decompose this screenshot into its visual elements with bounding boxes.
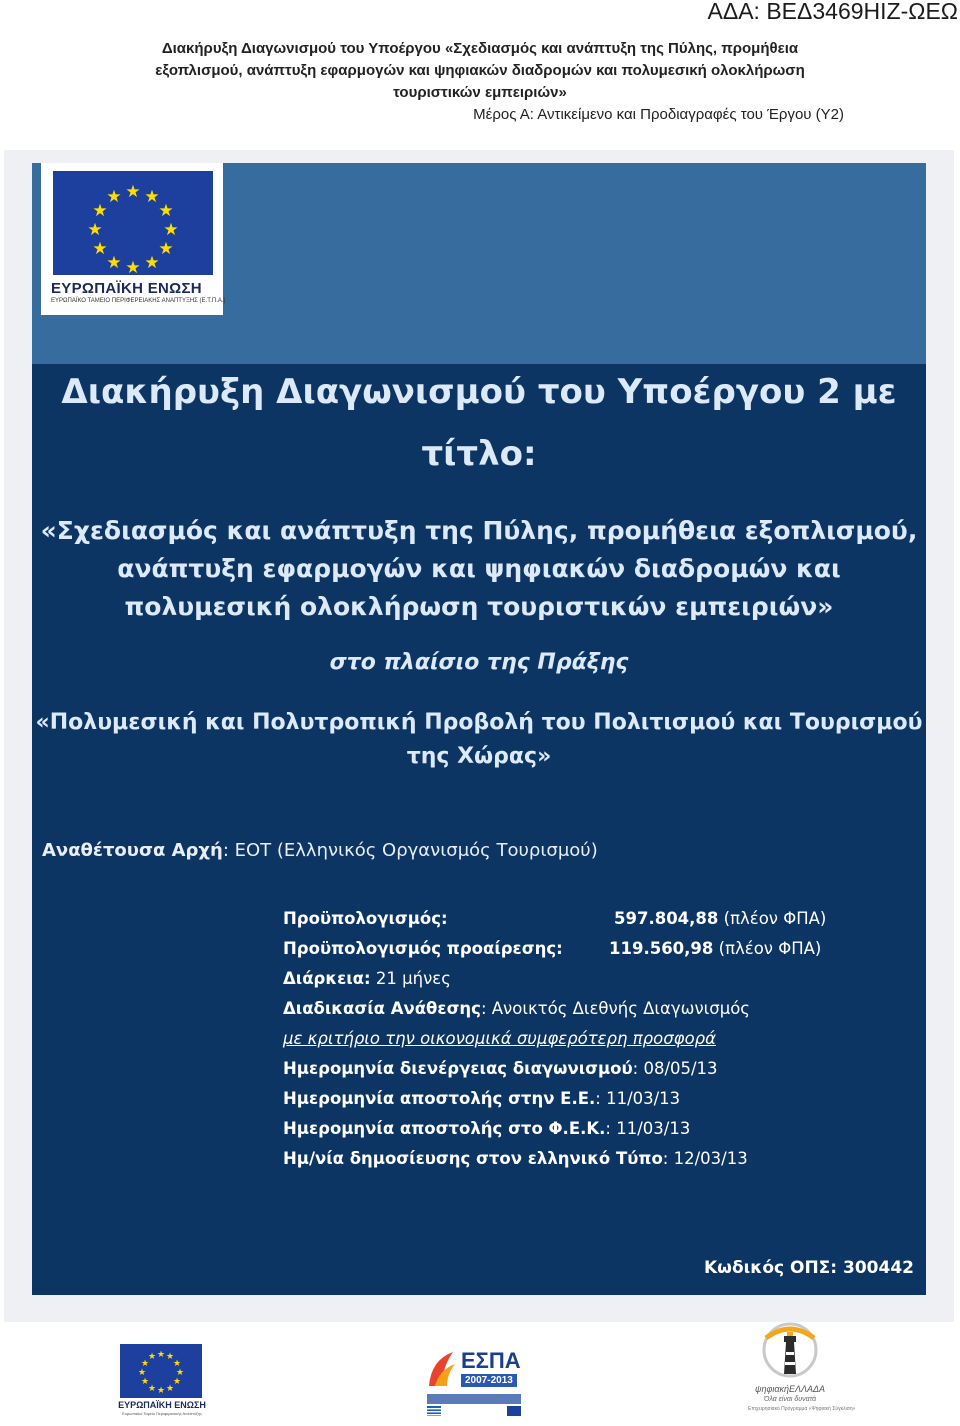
fek-date-row — [283, 1114, 883, 1144]
espa-word: ΕΣΠΑ — [461, 1348, 521, 1373]
criterion-row — [283, 1024, 883, 1054]
action-title-line-2: της Χώρας» — [406, 744, 552, 769]
header-line-1: Διακήρυξη Διαγωνισμού του Υποέργου «Σχεδιασμός και ανάπτυξη της Πύλης, προμήθεια — [161, 40, 799, 57]
header-line-2: εξοπλισμού, ανάπτυξη εφαρμογών και ψηφιακών διαδρομών και πολυμεσική ολοκλήρωση — [155, 62, 805, 79]
tender-details — [283, 904, 883, 1174]
espa-flags-icon — [427, 1406, 521, 1416]
project-title-line-1: «Σχεδιασμός και ανάπτυξη της Πύλης, προμήθεια εξοπλισμού, — [40, 516, 918, 545]
footer-eu-logo — [118, 1344, 206, 1416]
duration-value: 21 μήνες — [370, 969, 451, 988]
option-budget-value: 119.560,98 — [609, 939, 714, 958]
action-title-line-1: «Πολυμεσική και Πολυτροπική Προβολή του Πολιτισμού και Τουρισμού — [35, 710, 923, 735]
digital-greece-tagline: Όλα είναι δυνατά — [763, 1396, 817, 1403]
svg-text:★: ★ — [144, 187, 160, 207]
authority-value: : ΕΟΤ (Ελληνικός Οργανισμός Τουρισμού) — [222, 840, 598, 861]
context-line: στο πλαίσιο της Πράξης — [329, 650, 629, 675]
svg-text:★: ★ — [158, 239, 174, 259]
lighthouse-icon — [748, 1318, 832, 1384]
procedure-row — [283, 994, 883, 1024]
header-subtitle: Μέρος Α: Αντικείμενο και Προδιαγραφές του Έργου (Υ2) — [473, 106, 844, 123]
svg-text:★: ★ — [140, 1359, 150, 1369]
budget-value: 597.804,88 — [614, 909, 719, 928]
svg-text:★: ★ — [87, 220, 103, 240]
svg-text:★: ★ — [106, 253, 122, 273]
award-criterion: με κριτήριο την οικονομικά συμφερότερη προσφορά — [283, 1029, 717, 1048]
svg-text:★: ★ — [144, 253, 160, 273]
tender-date-row — [283, 1054, 883, 1084]
svg-text:★: ★ — [125, 182, 141, 202]
svg-text:★: ★ — [106, 187, 122, 207]
svg-text:★: ★ — [165, 1384, 175, 1394]
footer-eu-fund: Ευρωπαϊκό Ταμείο Περιφερειακής Ανάπτυξης — [122, 1411, 202, 1416]
budget-note: (πλέον ΦΠΑ) — [718, 909, 827, 928]
duration-label: Διάρκεια: — [283, 969, 371, 988]
cover-title-line-2: τίτλο: — [421, 434, 537, 474]
procedure-value: : Ανοικτός Διεθνής Διαγωνισμός — [480, 999, 750, 1018]
press-date-row — [283, 1144, 883, 1174]
project-title-line-3: πολυμεσική ολοκλήρωση τουριστικών εμπειριών» — [124, 592, 834, 621]
svg-text:★: ★ — [147, 1384, 157, 1394]
espa-logo — [425, 1348, 525, 1420]
budget-amount — [614, 904, 826, 934]
procedure-label: Διαδικασία Ανάθεσης — [283, 999, 481, 1018]
authority-label: Αναθέτουσα Αρχή — [42, 840, 223, 861]
header-line-3: τουριστικών εμπειριών» — [393, 84, 567, 101]
press-date-label: Ημ/νία δημοσίευσης στον ελληνικό Τύπο — [283, 1149, 663, 1168]
digital-greece-name: ψηφιακήΕΛΛΑΔΑ — [754, 1384, 826, 1394]
espa-years: 2007-2013 — [461, 1374, 517, 1387]
fek-date-label: Ημερομηνία αποστολής στο Φ.Ε.Κ. — [283, 1119, 606, 1138]
svg-text:★: ★ — [137, 1368, 147, 1378]
svg-text:★: ★ — [158, 201, 174, 221]
tender-date-value: : 08/05/13 — [632, 1059, 718, 1078]
press-date-value: : 12/03/13 — [662, 1149, 748, 1168]
budget-label: Προϋπολογισμός: — [283, 909, 448, 928]
ops-code: Κωδικός ΟΠΣ: 300442 — [704, 1258, 914, 1278]
svg-text:★: ★ — [147, 1352, 157, 1362]
eu-flag-icon — [53, 171, 213, 275]
tender-date-label: Ημερομηνία διενέργειας διαγωνισμού — [283, 1059, 633, 1078]
digital-greece-logo — [748, 1318, 856, 1424]
option-budget-amount — [609, 934, 821, 964]
svg-text:★: ★ — [165, 1352, 175, 1362]
svg-text:★: ★ — [125, 258, 141, 275]
svg-text:★: ★ — [156, 1386, 166, 1396]
svg-text:★: ★ — [156, 1350, 166, 1360]
svg-text:★: ★ — [92, 201, 108, 221]
cover-title-line-1: Διακήρυξη Διαγωνισμού του Υποέργου 2 με — [61, 372, 897, 412]
project-title-line-2: ανάπτυξη εφαρμογών και ψηφιακών διαδρομών και — [117, 554, 841, 583]
eu-logo-fund: ΕΥΡΩΠΑΪΚΟ ΤΑΜΕΙΟ ΠΕΡΙΦΕΡΕΙΑΚΗΣ ΑΝΑΠΤΥΞΗΣ (Ε.Τ.Π.Α.) — [51, 298, 226, 304]
svg-text:★: ★ — [175, 1368, 185, 1378]
svg-text:★: ★ — [172, 1377, 182, 1387]
eu-logo — [41, 163, 226, 315]
footer-eu-name: ΕΥΡΩΠΑΪΚΗ ΕΝΩΣΗ — [118, 1400, 206, 1410]
svg-text:★: ★ — [172, 1359, 182, 1369]
espa-strip — [427, 1394, 521, 1404]
digital-greece-program: Επιχειρησιακό Πρόγραμμα «Ψηφιακή Σύγκλιση» — [748, 1406, 856, 1412]
option-budget-label: Προϋπολογισμός προαίρεσης: — [283, 939, 563, 958]
footer-eu-flag-icon — [120, 1344, 202, 1398]
option-budget-row — [283, 934, 883, 964]
duration-row — [283, 964, 883, 994]
document-id: ΑΔΑ: ΒΕΔ3469ΗΙΖ-ΩΕΩ — [707, 0, 958, 24]
document-header — [100, 38, 860, 126]
contracting-authority — [42, 840, 598, 861]
fek-date-value: : 11/03/13 — [605, 1119, 691, 1138]
ee-date-label: Ημερομηνία αποστολής στην Ε.Ε. — [283, 1089, 596, 1108]
svg-text:★: ★ — [140, 1377, 150, 1387]
espa-mark-icon — [427, 1350, 457, 1388]
ee-date-row — [283, 1084, 883, 1114]
budget-row — [283, 904, 883, 934]
ee-date-value: : 11/03/13 — [595, 1089, 681, 1108]
eu-logo-name: ΕΥΡΩΠΑΪΚΗ ΕΝΩΣΗ — [51, 280, 202, 297]
svg-text:★: ★ — [163, 220, 179, 240]
svg-text:★: ★ — [92, 239, 108, 259]
option-budget-note: (πλέον ΦΠΑ) — [713, 939, 822, 958]
